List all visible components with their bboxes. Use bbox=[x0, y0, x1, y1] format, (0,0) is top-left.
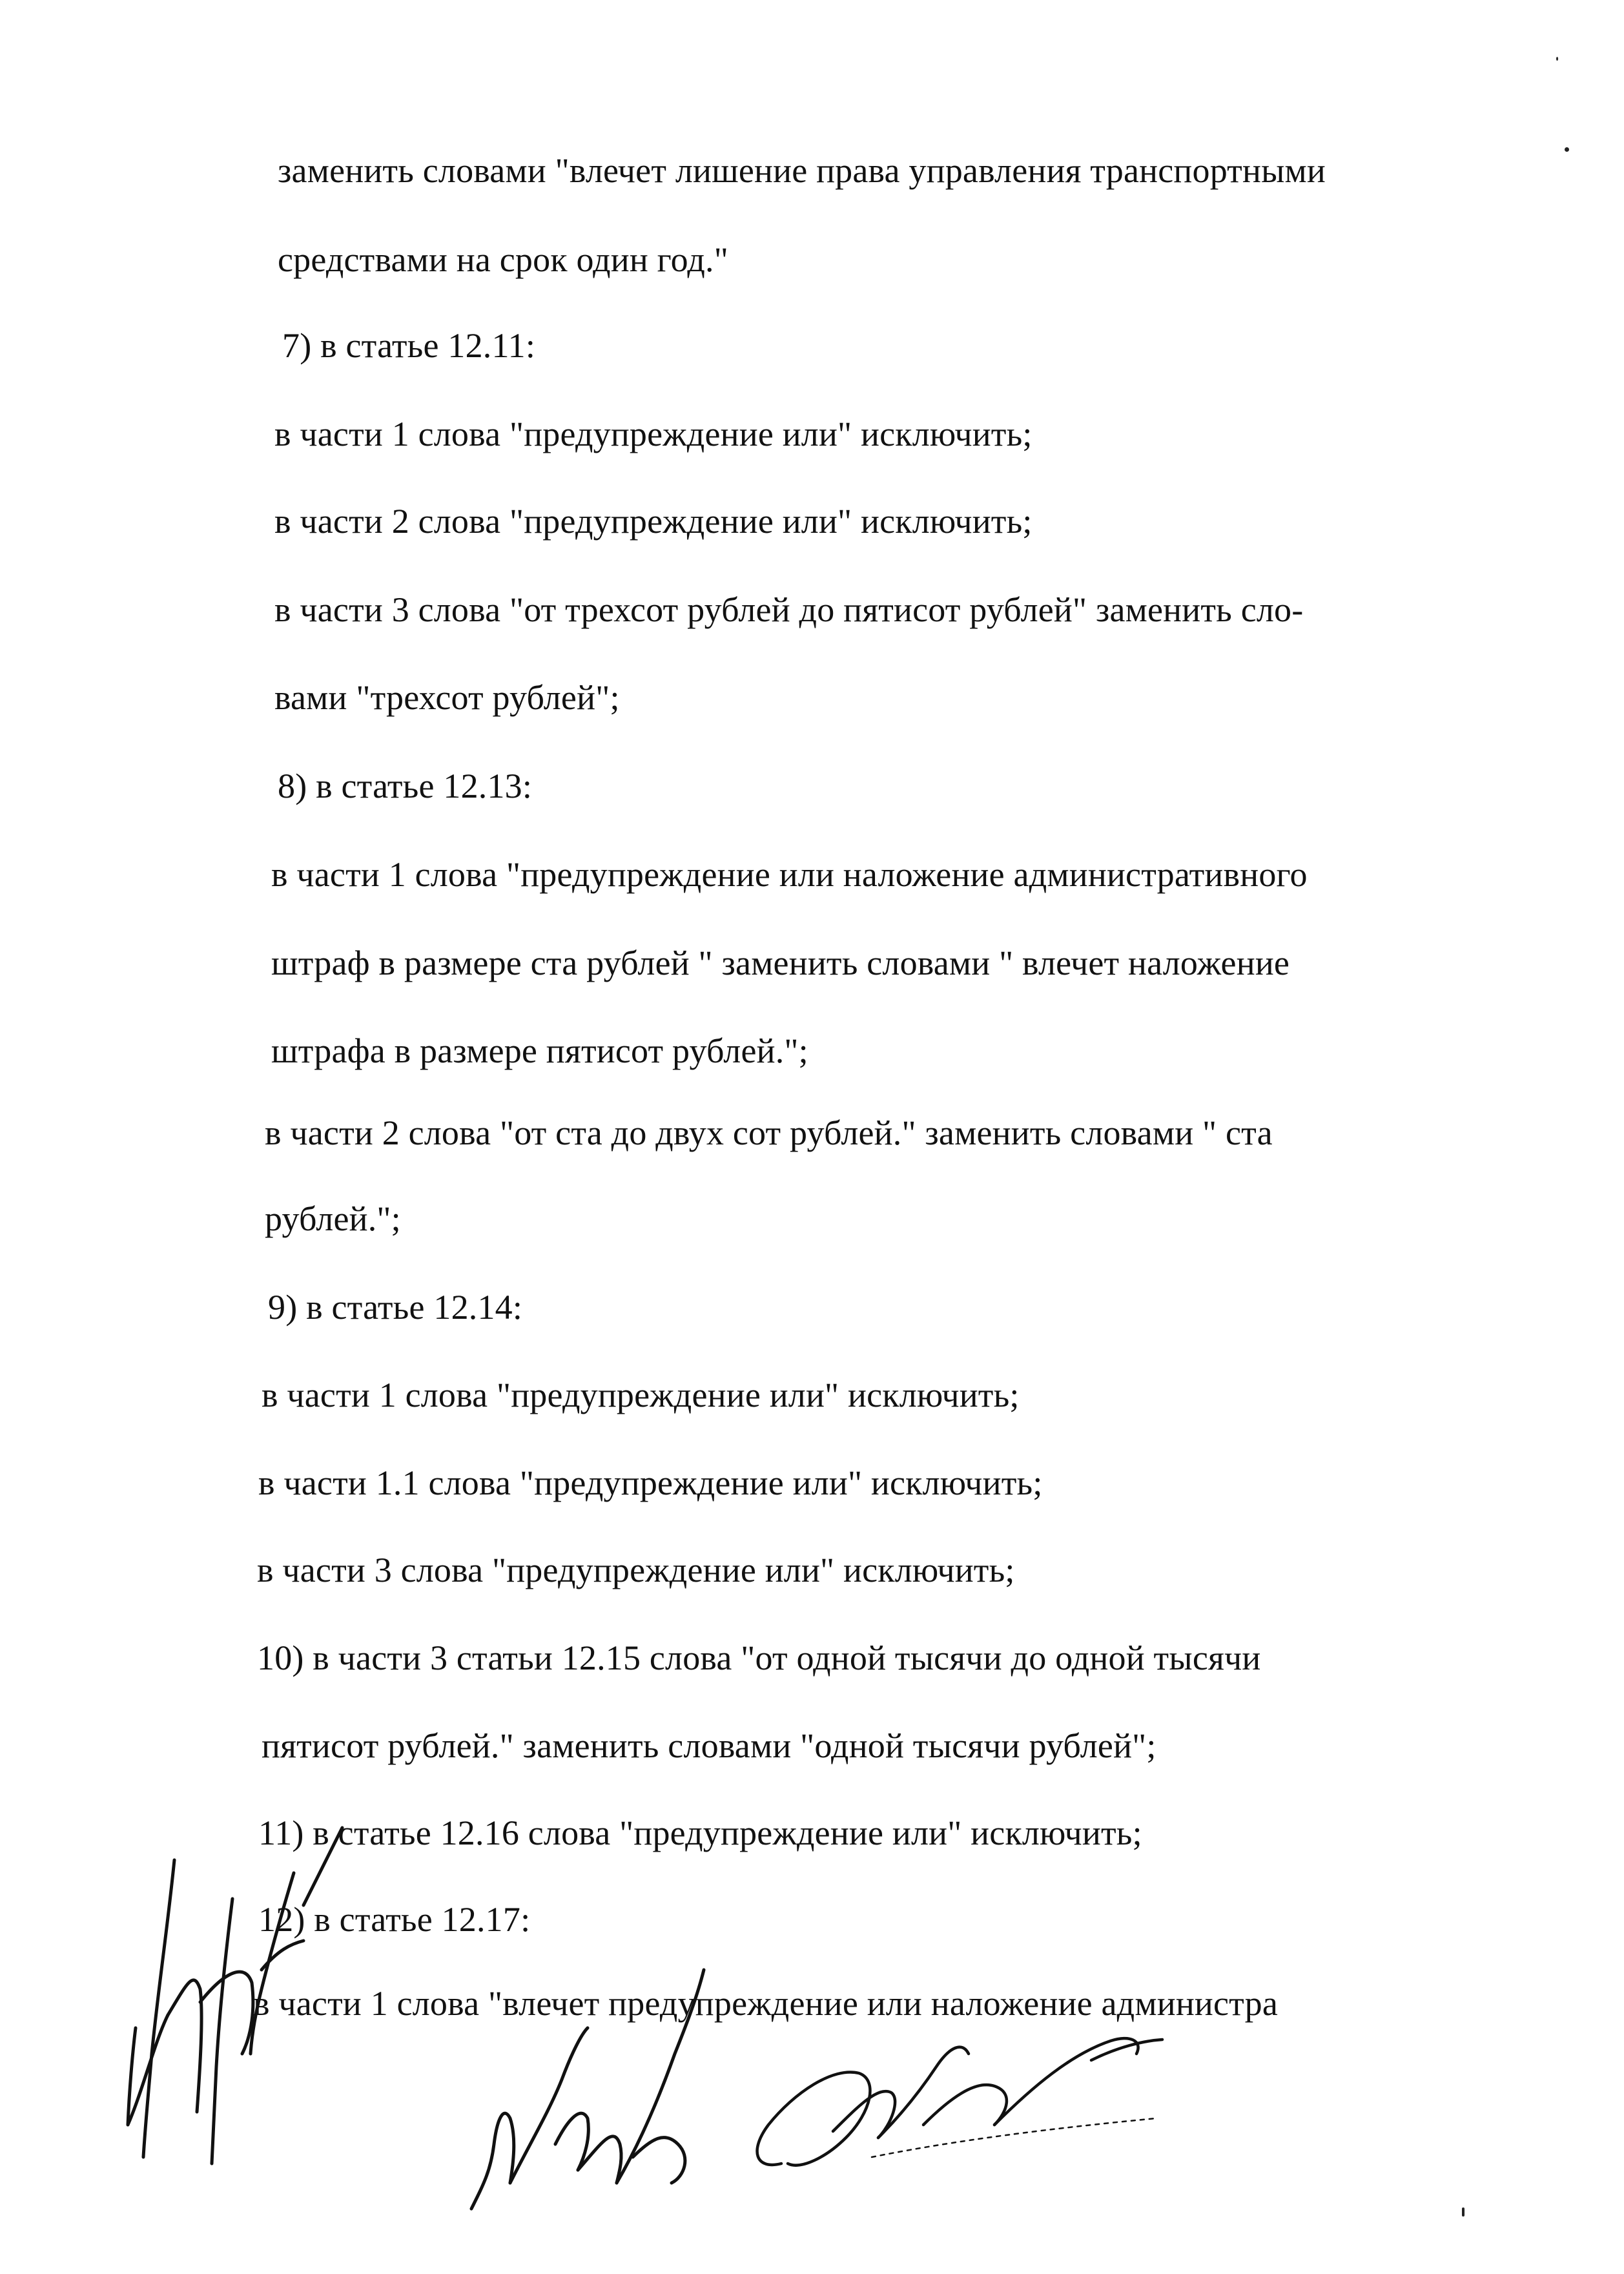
text-line-2: средствами на срок один год." bbox=[278, 240, 728, 279]
item-11-heading: 11) в статье 12.16 слова "предупреждение или" исключить; bbox=[258, 1814, 1142, 1852]
item-7-heading: 7) в статье 12.11: bbox=[282, 326, 536, 365]
text-line-6: в части 3 слова "от трехсот рублей до пятисот рублей" заменить сло- bbox=[274, 590, 1304, 629]
text-line-12: в части 2 слова "от ста до двух сот рублей." заменить словами " ста bbox=[265, 1113, 1273, 1152]
text-line-4: в части 1 слова "предупреждение или" исключить; bbox=[274, 415, 1033, 453]
text-line-9: в части 1 слова "предупреждение или наложение административного bbox=[271, 855, 1308, 894]
item-9-heading: 9) в статье 12.14: bbox=[268, 1288, 523, 1327]
text-line-15: в части 1 слова "предупреждение или" исключить; bbox=[262, 1376, 1020, 1414]
item-12-heading: 12) в статье 12.17: bbox=[258, 1900, 531, 1939]
scan-speck-3 bbox=[1462, 2207, 1465, 2217]
text-line-1: заменить словами "влечет лишение права управления транспортными bbox=[278, 151, 1326, 190]
text-line-7: вами "трехсот рублей"; bbox=[274, 678, 620, 717]
item-8-heading: 8) в статье 12.13: bbox=[278, 767, 533, 805]
item-10-heading: 10) в части 3 статьи 12.15 слова "от одной тысячи до одной тысячи bbox=[257, 1638, 1261, 1677]
text-line-17: в части 3 слова "предупреждение или" исключить; bbox=[257, 1551, 1015, 1589]
text-line-13: рублей."; bbox=[265, 1199, 401, 1238]
text-line-10: штраф в размере ста рублей " заменить словами " влечет наложение bbox=[271, 944, 1290, 982]
text-line-11: штрафа в размере пятисот рублей."; bbox=[271, 1031, 808, 1070]
scan-speck-2 bbox=[1556, 57, 1558, 61]
scan-speck-1 bbox=[1565, 147, 1569, 152]
text-line-16: в части 1.1 слова "предупреждение или" исключить; bbox=[258, 1463, 1043, 1502]
text-line-19: пятисот рублей." заменить словами "одной тысячи рублей"; bbox=[262, 1726, 1156, 1765]
text-line-22: в части 1 слова "влечет предупреждение или наложение администра bbox=[253, 1984, 1279, 2023]
text-line-5: в части 2 слова "предупреждение или" исключить; bbox=[274, 502, 1033, 541]
